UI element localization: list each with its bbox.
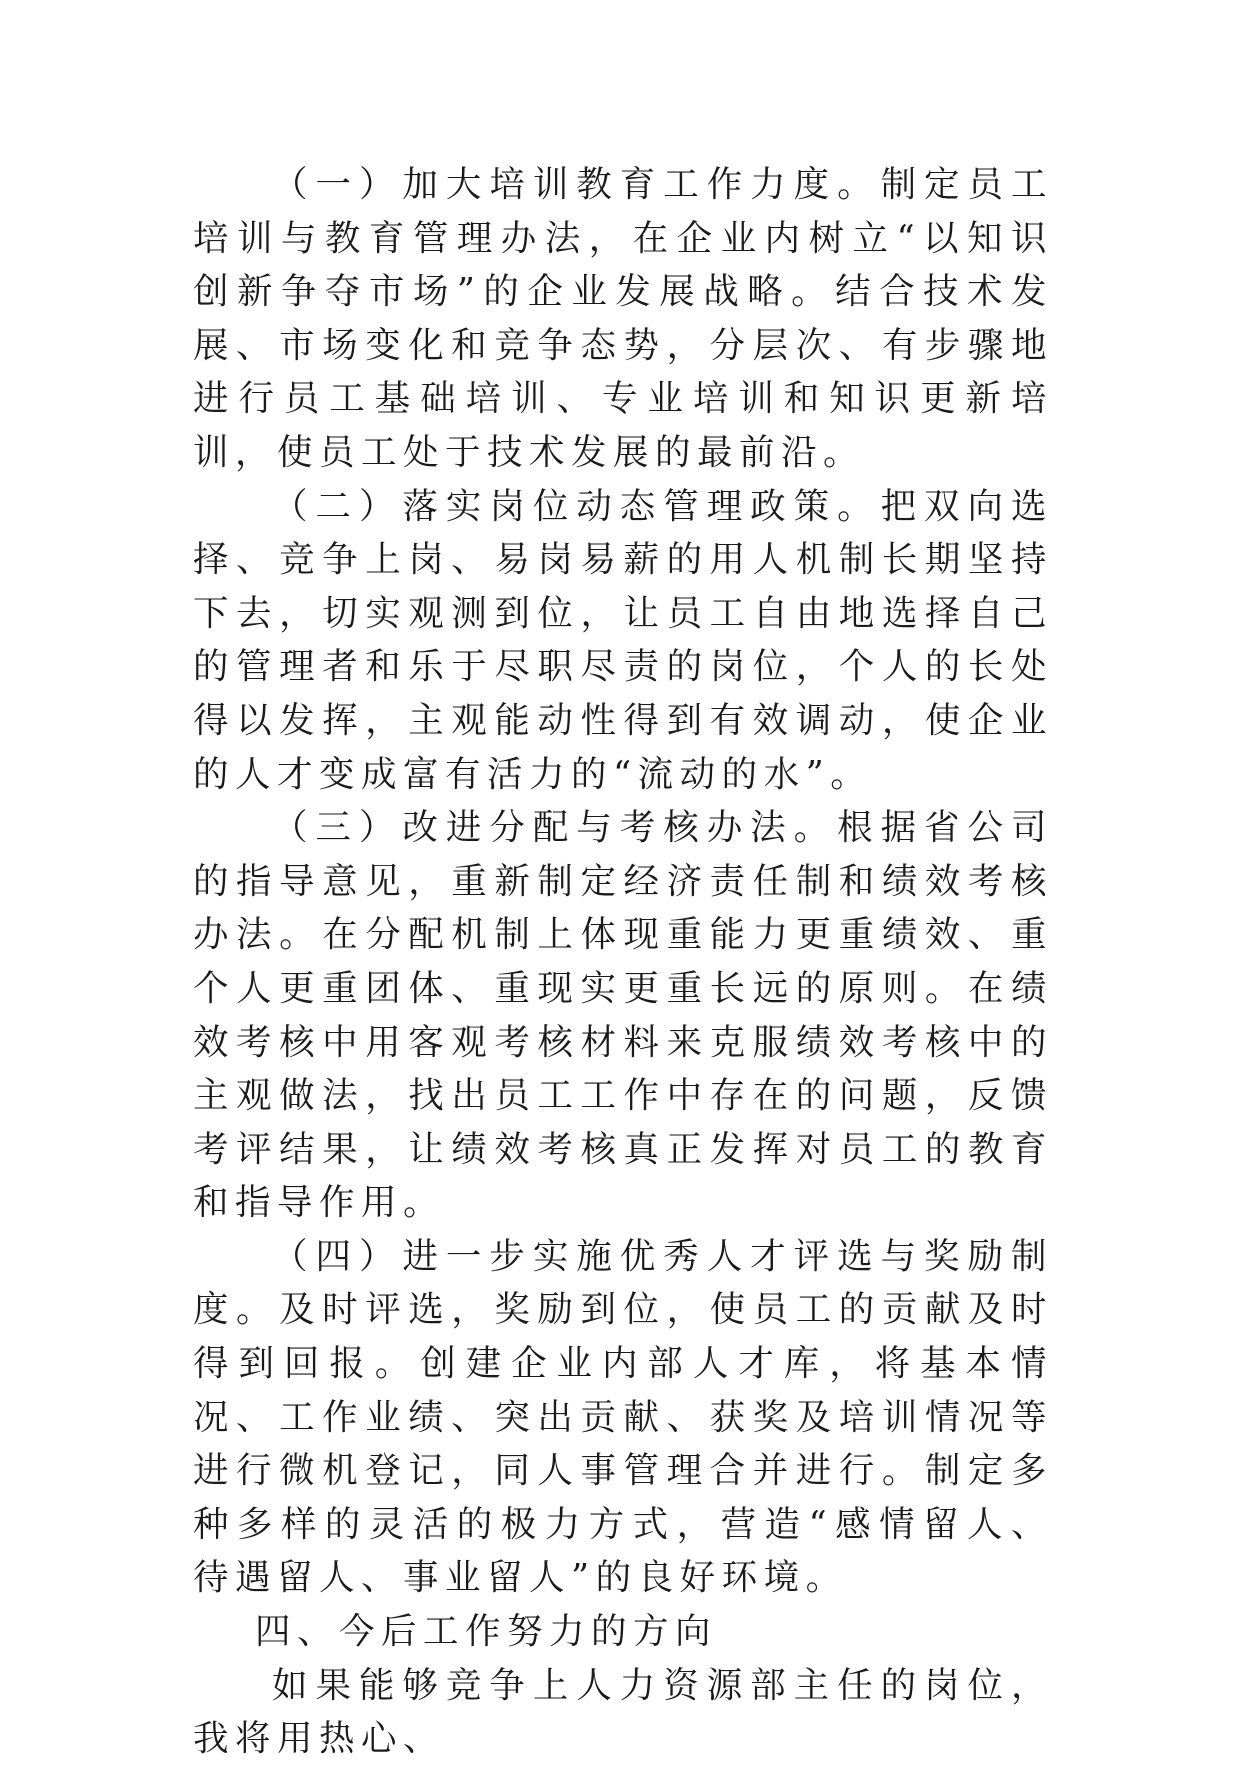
paragraph-closing: 如果能够竞争上人力资源部主任的岗位，我将用热心、	[193, 1664, 1053, 1760]
paragraph-post-management: （二）落实岗位动态管理政策。把双向选择、竞争上岗、易岗易薪的用人机制长期坚持下去，切实观测到位，让员工自由地选择自己的管理者和乐于尽职尽责的岗位，个人的长处得以发挥，主观能动性得到有效调动，使企业的人才变成富有活力的“流动的水”。	[193, 485, 1053, 795]
paragraph-talent-selection: （四）进一步实施优秀人才评选与奖励制度。及时评选，奖励到位，使员工的贡献及时得到回报。创建企业内部人才库，将基本情况、工作业绩、突出贡献、获奖及培训情况等进行微机登记，同人事管理合并进行。制定多种多样的灵活的极力方式，营造“感情留人、待遇留人、事业留人”的良好环境。	[193, 1235, 1053, 1599]
section-heading: 四、今后工作努力的方向	[255, 1611, 718, 1653]
paragraph-distribution-assessment: （三）改进分配与考核办法。根据省公司的指导意见，重新制定经济责任制和绩效考核办法。在分配机制上体现重能力更重绩效、重个人更重团体、重现实更重长远的原则。在绩效考核中用客观考核材料来克服绩效考核中的主观做法，找出员工工作中存在的问题，反馈考评结果，让绩效考核真正发挥对员工的教育和指导作用。	[193, 807, 1053, 1224]
document-body	[193, 158, 1053, 1766]
paragraph-training: （一）加大培训教育工作力度。制定员工培训与教育管理办法，在企业内树立“以知识创新争夺市场”的企业发展战略。结合技术发展、市场变化和竞争态势，分层次、有步骤地进行员工基础培训、专业培训和知识更新培训，使员工处于技术发展的最前沿。	[193, 164, 1053, 473]
